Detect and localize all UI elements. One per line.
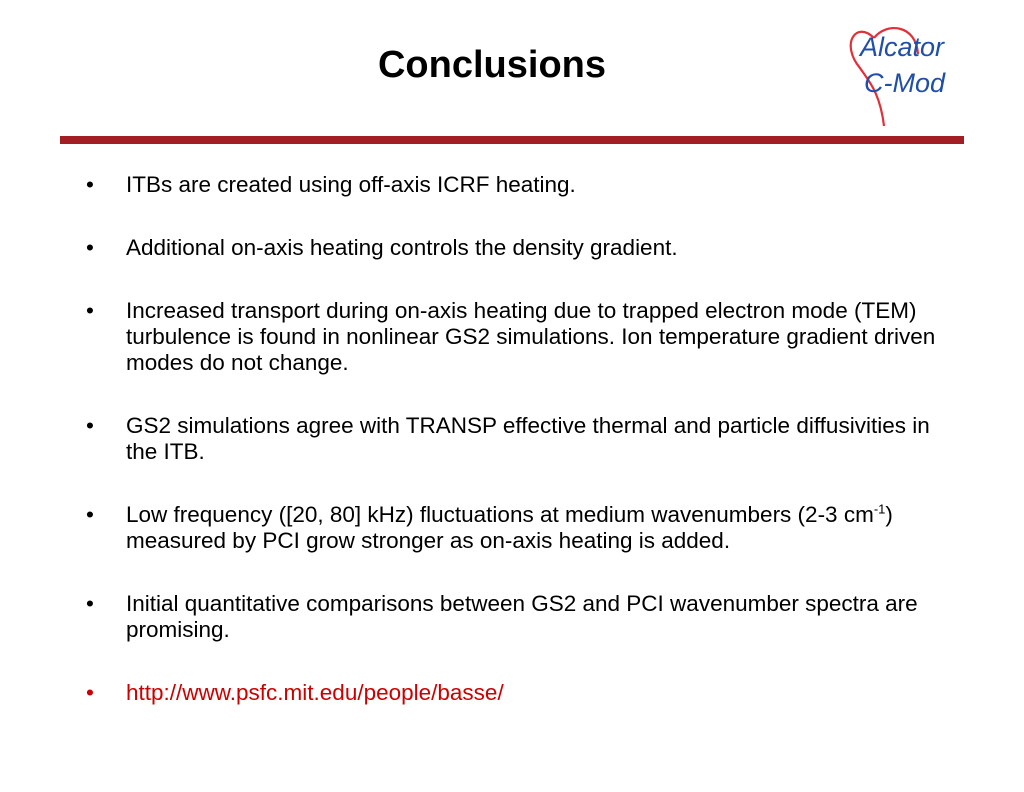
superscript-exponent: -1 — [873, 501, 886, 517]
list-item — [84, 235, 944, 261]
logo-line2: C-Mod — [864, 68, 946, 98]
bullet-text: ITBs are created using off-axis ICRF heating. — [126, 172, 576, 197]
bullet-marker: • — [86, 591, 94, 616]
logo-line1: Alcator — [860, 32, 945, 62]
list-item — [84, 591, 944, 643]
bullet-text — [126, 502, 893, 553]
list-item — [84, 413, 944, 465]
list-item — [84, 502, 944, 554]
bullet-text: Increased transport during on-axis heating due to trapped electron mode (TEM) turbulence is found in nonlinear GS2 simulations. Ion temperature gradient driven modes do not change. — [126, 298, 936, 375]
bullet-marker: • — [86, 298, 94, 323]
list-item — [84, 298, 944, 376]
bullet-marker: • — [86, 172, 94, 197]
bullet-text-part: Low frequency ([20, 80] kHz) fluctuations at medium wavenumbers (2-3 cm — [126, 502, 874, 527]
bullet-text-part: ) measured by PCI grow stronger as on-axis heating is added. — [126, 502, 893, 553]
title-divider — [60, 136, 964, 144]
slide-title: Conclusions — [377, 44, 607, 86]
alcator-cmod-logo — [846, 14, 966, 132]
conclusions-list — [84, 172, 944, 743]
logo-graphic — [846, 14, 966, 132]
bullet-marker: • — [86, 680, 94, 705]
bullet-marker: • — [86, 413, 94, 438]
list-item — [84, 172, 944, 198]
homepage-link[interactable]: http://www.psfc.mit.edu/people/basse/ — [126, 680, 504, 705]
bullet-text: Initial quantitative comparisons between GS2 and PCI wavenumber spectra are promising. — [126, 591, 918, 642]
bullet-marker: • — [86, 502, 94, 527]
bullet-text: GS2 simulations agree with TRANSP effective thermal and particle diffusivities in the ITB. — [126, 413, 930, 464]
bullet-text: Additional on-axis heating controls the density gradient. — [126, 235, 678, 260]
list-item-link — [84, 680, 944, 706]
bullet-marker: • — [86, 235, 94, 260]
